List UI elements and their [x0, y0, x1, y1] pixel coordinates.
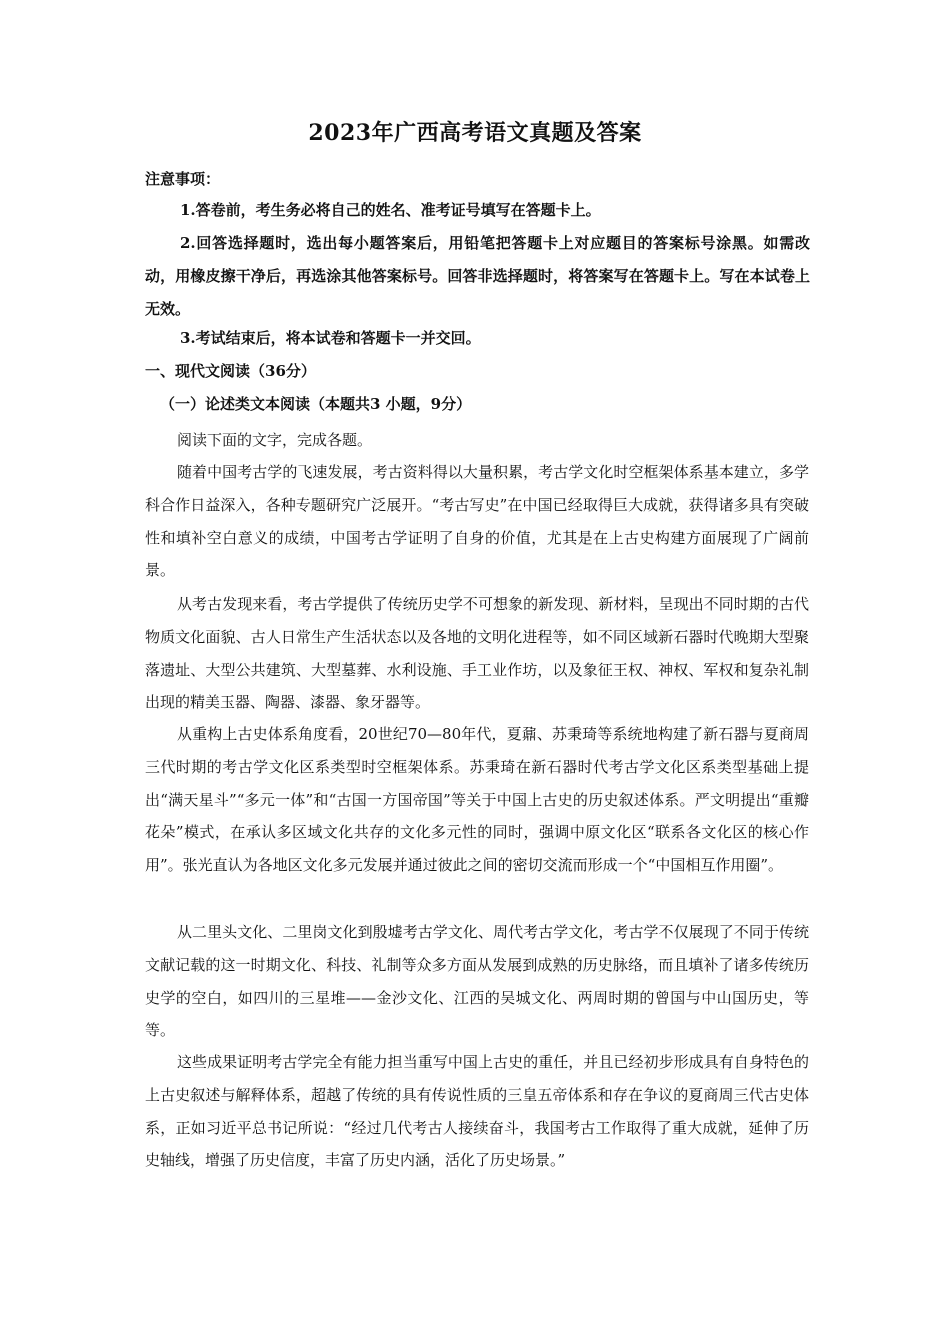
paragraph-4: 从二里头文化、二里岗文化到殷墟考古学文化、周代考古学文化，考古学不仅展现了不同于传统文献记载的这一时期文化、科技、礼制等众多方面从发展到成熟的历史脉络，而且填补了诸多传统历史学的空白，如四川的三星堆——金沙文化、江西的吴城文化、两周时期的曾国与中山国历史，等等。 [145, 923, 809, 1040]
sub-heading: （一）论述类文本阅读（本题共3 小题，9分） [160, 395, 472, 413]
notice-item-2: 2.回答选择题时，选出每小题答案后，用铅笔把答题卡上对应题目的答案标号涂黑。如需改动，用橡皮擦干净后，再选涂其他答案标号。回答非选择题时，将答案写在答题卡上。写在本试卷上无效。 [145, 234, 810, 318]
notice-item-1: 1.答卷前，考生务必将自己的姓名、准考证号填写在答题卡上。 [180, 201, 601, 219]
paragraph-2: 从考古发现来看，考古学提供了传统历史学不可想象的新发现、新材料，呈现出不同时期的古代物质文化面貌、古人日常生产生活状态以及各地的文明化进程等，如不同区域新石器时代晚期大型聚落遗址、大型公共建筑、大型墓葬、水利设施、手工业作坊，以及象征王权、神权、军权和复杂礼制出现的精美玉器、陶器、漆器、象牙器等。 [145, 595, 809, 712]
notice-item-3: 3.考试结束后，将本试卷和答题卡一并交回。 [180, 329, 481, 347]
reading-instruction: 阅读下面的文字，完成各题。 [177, 431, 373, 449]
paragraph-3: 从重构上古史体系角度看，20世纪70—80年代，夏鼐、苏秉琦等系统地构建了新石器与夏商周三代时期的考古学文化区系类型时空框架体系。苏秉琦在新石器时代考古学文化区系类型基础上提出“满天星斗”“多元一体”和“古国一方国帝国”等关于中国上古史的历史叙述体系。严文明提出“重瓣花朵”模式，在承认多区域文化共存的文化多元性的同时，强调中原文化区“联系各文化区的核心作用”。张光直认为各地区文化多元发展并通过彼此之间的密切交流而形成一个“中国相互作用圈”。 [145, 725, 809, 875]
document-title: 2023年广西高考语文真题及答案 [308, 120, 642, 146]
paragraph-1: 随着中国考古学的飞速发展，考古资料得以大量积累，考古学文化时空框架体系基本建立，多学科合作日益深入，各种专题研究广泛展开。“考古写史”在中国已经取得巨大成就，获得诸多具有突破性和填补空白意义的成绩，中国考古学证明了自身的价值，尤其是在上古史构建方面展现了广阔前景。 [145, 463, 809, 580]
section-heading: 一、现代文阅读（36分） [145, 362, 316, 380]
notice-label: 注意事项： [145, 170, 221, 188]
paragraph-5: 这些成果证明考古学完全有能力担当重写中国上古史的重任，并且已经初步形成具有自身特色的上古史叙述与解释体系，超越了传统的具有传说性质的三皇五帝体系和存在争议的夏商周三代古史体系，正如习近平总书记所说：“经过几代考古人接续奋斗，我国考古工作取得了重大成就，延伸了历史轴线，增强了历史信度，丰富了历史内涵，活化了历史场景。” [145, 1053, 809, 1170]
